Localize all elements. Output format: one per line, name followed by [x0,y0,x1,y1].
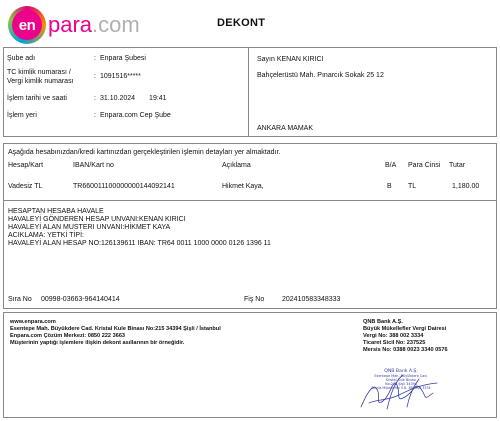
header-currency: Para Cinsi [408,162,441,169]
customer-info-box [249,47,497,137]
document-title: DEKONT [217,17,266,29]
footer-address: Esentepe Mah. Büyükdere Cad. Kristal Kule Binası No:215 34394 Şişli / İstanbul [10,326,221,332]
customer-address: Bahçelerüstü Mah. Pınarcık Sokak 25 12 [257,72,384,79]
row-account: Vadesiz TL [8,183,43,190]
trade-registry: Ticaret Sicil No: 237525 [363,340,426,346]
receipt-label: Fiş No [244,296,265,303]
detail-line: HAVALEYİ ALAN HESAP NO:126139611 IBAN: TR64 0011 1000 0000 0126 1396 11 [8,240,271,247]
logo-ring-icon [8,6,46,44]
logo-dotcom: .com [92,12,140,37]
branch-row: Şube adı : Enpara Şubesi [7,55,146,62]
row-iban: TR660011100000000144092141 [73,183,175,190]
time-value: 19:41 [149,95,167,102]
logo-para: para [48,12,93,37]
footer-box [3,312,497,418]
header-ba: B/A [385,162,397,169]
customer-city: ANKARA MAMAK [257,125,314,132]
header-account: Hesap/Kart [8,162,44,169]
row-amount: 1,180.00 [452,183,480,190]
tax-number: Vergi No: 388 002 3334 [363,333,424,339]
customer-greeting: Sayın KENAN KIRICI [257,56,324,63]
footer-bank-info [363,319,448,354]
row-ba: B [387,183,392,190]
row-description: Hikmet Kaya, [222,183,264,190]
date-label: İşlem tarihi ve saati [7,95,67,102]
receipt-value: 202410583348333 [282,296,341,303]
date-value: 31.10.2024 [100,95,136,102]
branch-info-box [3,47,249,137]
stamp-line: Esentepe Mah. Büyükdere Cad. [374,374,428,378]
sequence-label: Sıra No [8,296,32,303]
tc-value: 1091516***** [100,73,141,80]
logo-en: en [12,10,42,40]
detail-line: HAVALEYİ GÖNDEREN HESAP UNVANI:KENAN KIRICI [8,216,186,223]
enpara-logo [8,6,140,44]
bank-name: QNB Bank A.Ş. [363,319,403,325]
transaction-box [3,143,497,309]
detail-line: HESAPTAN HESABA HAVALE [8,208,104,215]
logo-wordmark [48,12,140,38]
tax-office: Büyük Mükellefler Vergi Dairesi [363,326,447,332]
divider [4,200,496,201]
detail-line: HAVALEYİ ALAN MUSTERI UNVANI:HİKMET KAYA [8,224,171,231]
branch-label: Şube adı [7,55,36,62]
mersis-number: Mersis No: 0388 0023 3340 0576 [363,347,448,353]
stamp-line: QNB Bank A.Ş. [384,369,418,374]
transaction-intro: Aşağıda hesabınızdan/kredi kartınızdan gerçekleştirilen işlemin detayları yer almaktadır. [8,149,281,156]
footer-support: Enpara.com Çözüm Merkezi: 0850 222 3663 [10,333,126,339]
date-row: İşlem tarihi ve saati : 31.10.2024 19:41 [7,95,167,102]
place-row: İşlem yeri : Enpara.com Cep Şube [7,112,171,119]
tc-row: TC kimlik numarası / Vergi kimlik numarası : 1091516***** [7,69,141,85]
place-value: Enpara.com Cep Şube [100,112,171,119]
tc-label: TC kimlik numarası / Vergi kimlik numarası [7,69,74,85]
footer-website: www.enpara.com [10,319,56,325]
bank-stamp-signature [347,363,451,411]
row-currency: TL [408,183,417,190]
header-amount: Tutar [449,162,466,169]
branch-value: Enpara Şubesi [100,55,146,62]
header-description: Açıklama [222,162,251,169]
footer-company-info [10,319,221,347]
footer-disclaimer: Müşterinin yaptığı işlemlere ilişkin dekont asıllarının bir örneğidir. [10,340,185,346]
detail-line: ACIKLAMA: YETKİ TİPİ: [8,232,84,239]
stamp-line: No:215 Şişli 34394 [385,382,417,386]
stamp-line: Kristal Kule Binası [385,378,417,382]
place-label: İşlem yeri [7,112,37,119]
stamp-line: Büyük Mükellefler V.D. 388 002 3334 [371,386,431,390]
sequence-value: 00998-03663-964140414 [41,296,120,303]
header-iban: IBAN/Kart no [73,162,114,169]
